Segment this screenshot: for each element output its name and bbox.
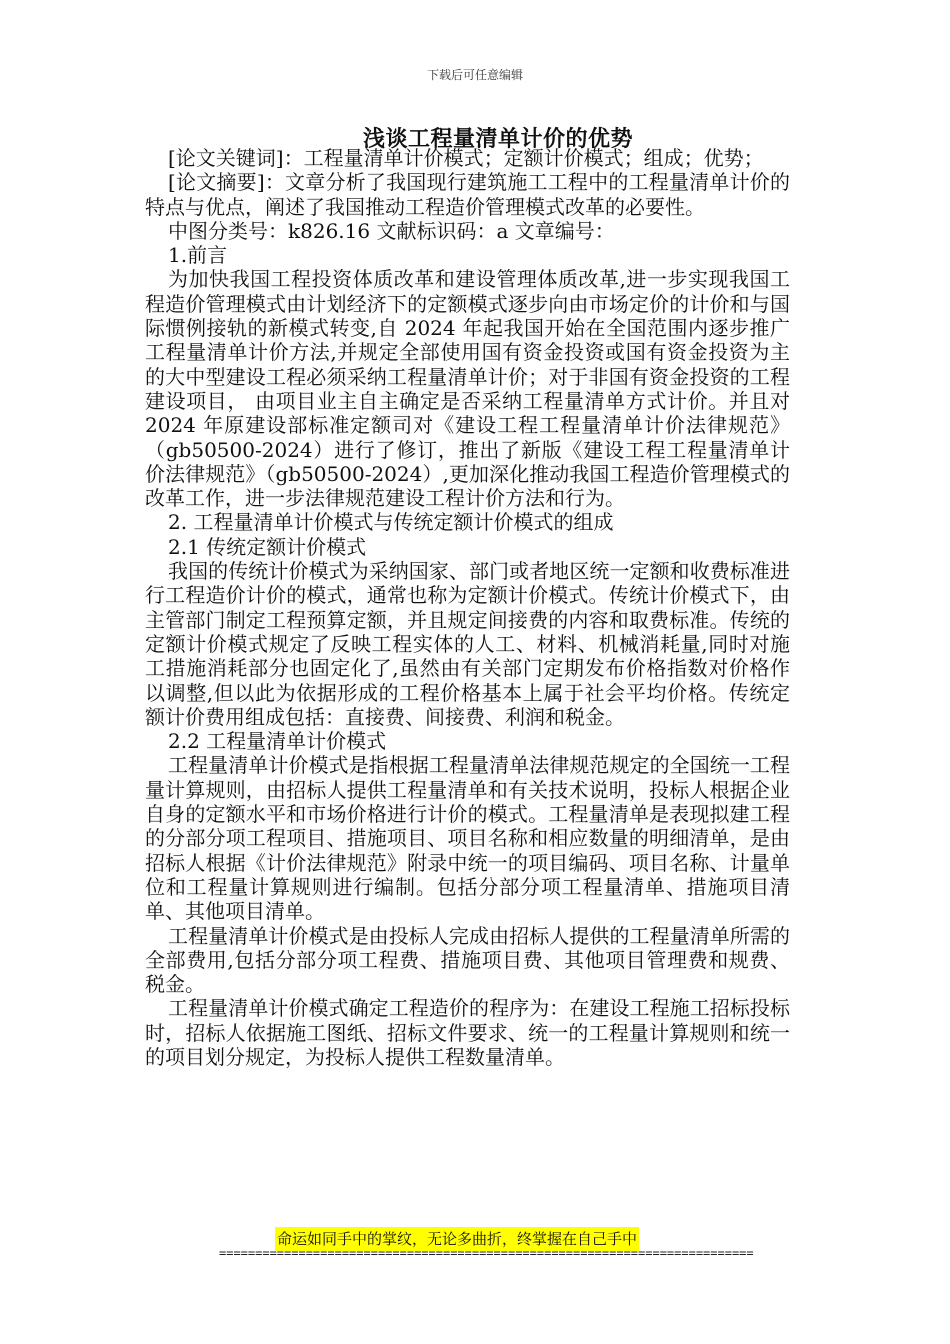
keywords-paragraph: [论文关键词]：工程量清单计价模式；定额计价模式；组成；优势； <box>168 146 764 170</box>
classification-line: 中图分类号：k826.16 文献标识码：a 文章编号： <box>168 218 615 243</box>
document-title: 浅谈工程量清单计价的优势 <box>362 127 633 152</box>
subsection-heading-bill-of-quantities: 2.2 工程量清单计价模式 <box>168 729 387 754</box>
header-note: 下载后可任意编辑 <box>426 68 523 82</box>
subsection-heading-traditional: 2.1 传统定额计价模式 <box>168 534 367 559</box>
bill-of-quantities-paragraph: 工程量清单计价模式是指根据工程量清单法律规范规定的全国统一工程量计算规则，由招标人提供工程量清单和有关技术说明，投标人根据企业自身的定额水平和市场价格进行计价的模式。工程量清单是表现拟建工程的分部分项工程项目、措施项目、项目名称和相应数量的明细清单，是由招标人根据《计价法律规范》附录中统一的项目编码、项目名称、计量单位和工程量计算规则进行编制。包括分部分项工程量清单、措施项目清单、其他项目清单。 <box>145 753 790 924</box>
bill-costs-paragraph: 工程量清单计价模式是由投标人完成由招标人提供的工程量清单所需的全部费用,包括分部分项工程费、措施项目费、其他项目管理费和规费、税金。 <box>145 923 790 997</box>
bill-procedure-paragraph: 工程量清单计价模式确定工程造价的程序为：在建设工程施工招标投标时，招标人依据施工图纸、招标文件要求、统一的工程量计算规则和统一的项目划分规定，为投标人提供工程数量清单。 <box>145 996 790 1069</box>
footer-divider: ========================================================================== <box>219 1246 754 1260</box>
intro-paragraph: 为加快我国工程投资体质改革和建设管理体质改革,进一步实现我国工程造价管理模式由计划经济下的定额模式逐步向由市场定价的计价和与国际惯例接轨的新模式转变,自 2024 年起我国开始在全国范围内逐步推广工程量清单计价方法,并规定全部使用国有资金投资或国有资金投资为主的大中型建设工程必须采纳工程量清单计价；对于非国有资金投资的工程建设项目， 由项目业主自主确定是否采纳工程量清单方式计价。并且对 2024 年原建设部标准定额司对《建设工程工程量清单计价法律规范》（gb50500-2024）进行了修订，推出了新版《建设工程工程量清单计价法律规范》（gb50500-2024）,更加深化推动我国工程造价管理模式的改革工作，进一步法律规范建设工程计价方法和行为。 <box>145 267 790 511</box>
abstract-paragraph: [论文摘要]：文章分析了我国现行建筑施工工程中的工程量清单计价的特点与优点，阐述了我国推动工程造价管理模式改革的必要性。 <box>145 170 790 219</box>
document-body <box>145 146 790 1069</box>
section-heading-intro: 1.前言 <box>168 243 228 268</box>
footer-motto: 命运如同手中的掌纹，无论多曲折，终掌握在自己手中 <box>275 1227 639 1251</box>
traditional-pricing-paragraph: 我国的传统计价模式为采纳国家、部门或者地区统一定额和收费标准进行工程造价计价的模式，通常也称为定额计价模式。传统计价模式下，由主管部门制定工程预算定额，并且规定间接费的内容和取费标准。传统的定额计价模式规定了反映工程实体的人工、材料、机械消耗量,同时对施工措施消耗部分也固定化了,虽然由有关部门定期发布价格指数对价格作以调整,但以此为依据形成的工程价格基本上属于社会平均价格。传统定额计价费用组成包括：直接费、间接费、利润和税金。 <box>145 559 790 729</box>
section-heading-composition: 2. 工程量清单计价模式与传统定额计价模式的组成 <box>168 510 614 535</box>
